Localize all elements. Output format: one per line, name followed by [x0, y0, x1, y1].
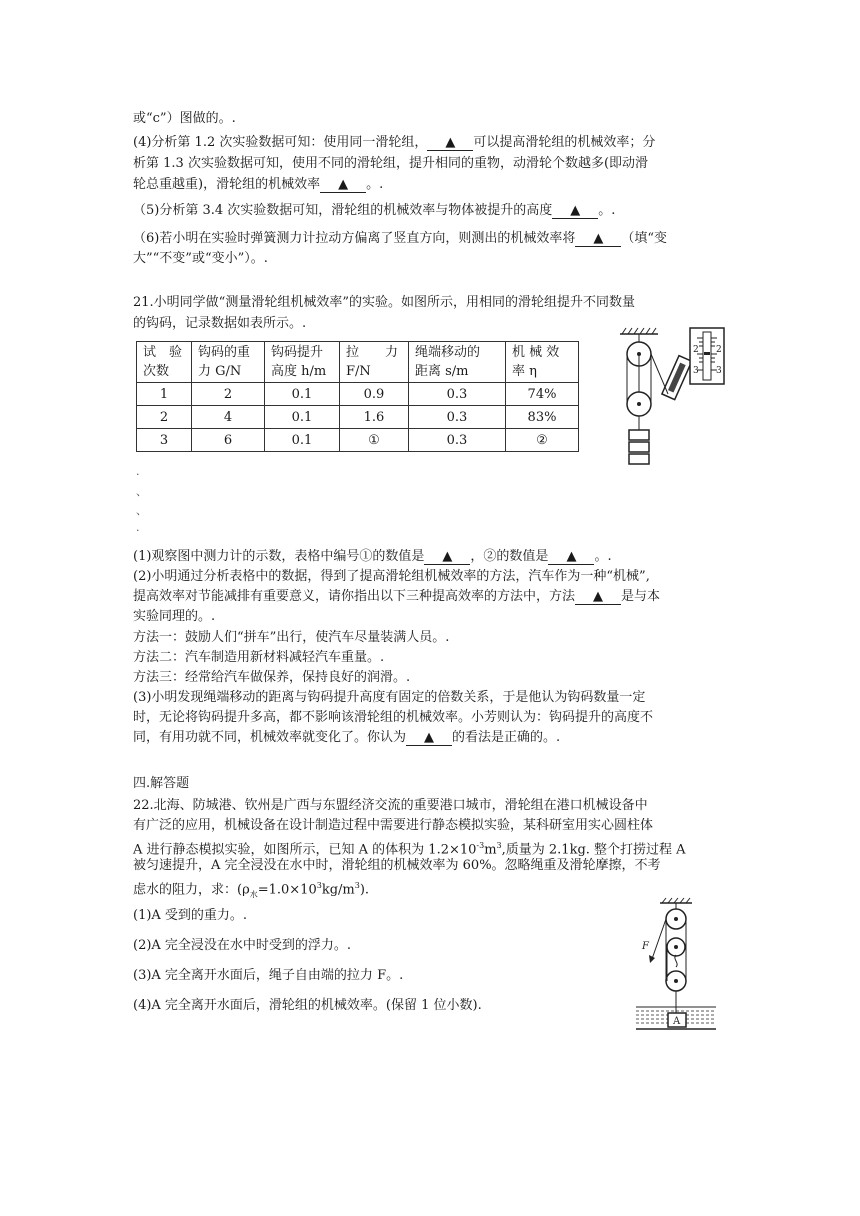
q21-part2-line3: 实验同理的。.	[133, 609, 216, 624]
q21-part3-line2: 时，无论将钩码提升多高，都不影响该滑轮组的机械效率。小芳则认为：钩码提升的高度不	[133, 710, 654, 725]
q6-line1: （6)若小明在实验时弹簧测力计拉动方偏离了竖直方向，则测出的机械效率将 ▲ （填“变	[133, 231, 667, 246]
table-cell: 0.3	[409, 429, 506, 452]
scale-label: 3	[693, 366, 699, 376]
table-cell: 1	[137, 383, 192, 406]
q21-part2-line1: (2)小明通过分析表格中的数据，得到了提高滑轮组机械效率的方法，汽车作为一种“机械”,	[133, 569, 650, 584]
q21-part3-line1: (3)小明发现绳端移动的距离与钩码提升高度有固定的倍数关系，于是他认为钩码数量一定	[133, 690, 646, 705]
table-cell: 0.1	[265, 406, 340, 429]
section-title: 四.解答题	[133, 776, 190, 791]
q6-line2: 大”“不变”或“变小”）。.	[133, 251, 268, 266]
table-cell: 0.3	[409, 383, 506, 406]
q4-line3: 轮总重越重)，滑轮组的机械效率 ▲ 。.	[133, 177, 384, 192]
answer-blank[interactable]: ▲	[424, 549, 470, 565]
stray-mark: 、	[136, 504, 147, 517]
scale-label: 2	[716, 345, 722, 355]
table-header-cell: 绳端移动的 距离 s/m	[409, 342, 506, 383]
table-cell: 0.9	[340, 383, 409, 406]
q21-method1: 方法一：鼓励人们“拼车”出行，使汽车尽量装满人员。.	[133, 630, 450, 645]
table-cell: 1.6	[340, 406, 409, 429]
q22-part2: (2)A 完全浸没在水中时受到的浮力。.	[133, 938, 352, 953]
table-cell: 0.3	[409, 406, 506, 429]
q21-data-table	[136, 341, 579, 452]
q21-line1: 21.小明同学做“测量滑轮组机械效率”的实验。如图所示，用相同的滑轮组提升不同数量	[133, 295, 635, 310]
q22-part4: (4)A 完全离开水面后，滑轮组的机械效率。(保留 1 位小数).	[133, 998, 482, 1013]
table-cell: 83%	[506, 406, 579, 429]
table-header-cell: 钩码提升 高度 h/m	[265, 342, 340, 383]
table-cell: 4	[192, 406, 265, 429]
table-row	[137, 406, 579, 429]
block-label: A	[673, 1016, 681, 1027]
table-cell: 2	[192, 383, 265, 406]
q22-line4: 被匀速提升，A 完全浸没在水中时，滑轮组的机械效率为 60%。忽略绳重及滑轮摩擦，不考	[133, 858, 661, 873]
answer-blank[interactable]: ▲	[320, 177, 366, 193]
table-header-cell: 钩码的重 力 G/N	[192, 342, 265, 383]
table-cell: 0.1	[265, 383, 340, 406]
table-header-cell: 拉 力 F/N	[340, 342, 409, 383]
q21-part3-line3: 同，有用功就不同，机械效率就变化了。你认为 ▲ 的看法是正确的。.	[133, 730, 561, 745]
q21-part2-line2: 提高效率对节能减排有重要意义，请你指出以下三种提高效率的方法中，方法 ▲ 是与本	[133, 589, 661, 604]
table-cell: 6	[192, 429, 265, 452]
q22-line2: 有广泛的应用，机械设备在设计制造过程中需要进行静态模拟实验，某科研室用实心圆柱体	[133, 818, 654, 833]
answer-blank[interactable]: ▲	[575, 589, 621, 605]
table-row	[137, 383, 579, 406]
q22-part3: (3)A 完全离开水面后，绳子自由端的拉力 F。.	[133, 968, 404, 983]
q4-line1: (4)分析第 1.2 次实验数据可知：使用同一滑轮组， ▲ 可以提高滑轮组的机械效率；分	[133, 135, 656, 150]
table-cell: 3	[137, 429, 192, 452]
q21-method2: 方法二：汽车制造用新材料减轻汽车重量。.	[133, 650, 385, 665]
carry-over-line: 或“c”）图做的。.	[133, 111, 236, 126]
table-cell: 74%	[506, 383, 579, 406]
answer-blank[interactable]: ▲	[552, 203, 598, 219]
table-header-row	[137, 342, 579, 383]
answer-blank[interactable]: ▲	[575, 231, 621, 247]
q21-line2: 的钩码，记录数据如表所示。.	[133, 316, 307, 331]
force-label: F	[642, 941, 649, 952]
q5-line: （5)分析第 3.4 次实验数据可知，滑轮组的机械效率与物体被提升的高度 ▲ 。.	[133, 203, 616, 218]
q21-method3: 方法三：经常给汽车做保养，保持良好的润滑。.	[133, 670, 411, 685]
scale-label: 3	[716, 366, 722, 376]
answer-blank[interactable]: ▲	[406, 730, 452, 746]
table-cell: ①	[340, 429, 409, 452]
q21-part1: (1)观察图中测力计的示数，表格中编号①的数值是 ▲ ，②的数值是 ▲ 。.	[133, 549, 612, 564]
table-cell: 2	[137, 406, 192, 429]
q22-part1: (1)A 受到的重力。.	[133, 908, 248, 923]
q22-line1: 22.北海、防城港、钦州是广西与东盟经济交流的重要港口城市，滑轮组在港口机械设备中	[133, 798, 648, 813]
q22-line5: 虑水的阻力，求：$(\rho_水=1.0\times 10^3kg/m^3)$.	[133, 881, 370, 899]
answer-blank[interactable]: ▲	[427, 135, 473, 151]
scale-label: 2	[693, 345, 699, 355]
table-header-cell: 试 验 次数	[137, 342, 192, 383]
stray-mark: 、	[136, 485, 147, 498]
q22-line3: A 进行静态模拟实验，如图所示，已知 A 的体积为 $1.2\times 10^{-3}m^3$,质量为 2.1kg. 整个打捞过程 A	[133, 841, 686, 858]
stray-mark: .	[136, 465, 140, 478]
q4-line2: 析第 1.3 次实验数据可知，使用不同的滑轮组，提升相同的重物，动滑轮个数越多(即动滑	[133, 156, 649, 171]
stray-mark: .	[136, 521, 140, 534]
pulley-spring-scale-figure	[612, 326, 732, 472]
table-header-cell: 机 械 效 率 η	[506, 342, 579, 383]
table-cell: 0.1	[265, 429, 340, 452]
answer-blank[interactable]: ▲	[548, 549, 594, 565]
table-row	[137, 429, 579, 452]
pulley-water-figure	[634, 897, 718, 1033]
table-cell: ②	[506, 429, 579, 452]
